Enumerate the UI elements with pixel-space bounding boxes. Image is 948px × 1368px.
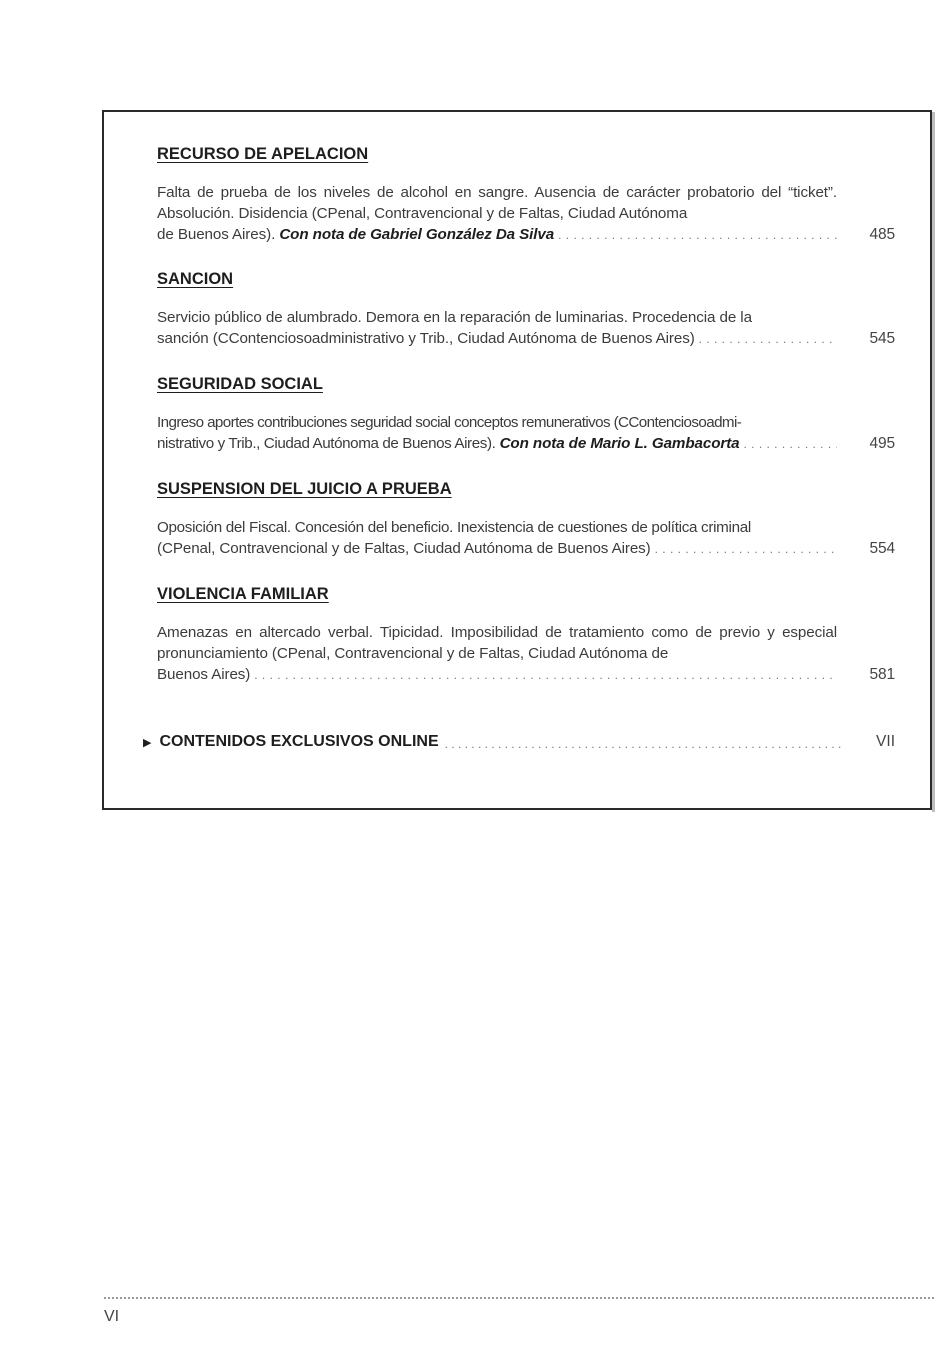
- index-entry[interactable]: [157, 518, 895, 560]
- entry-note: Con nota de Gabriel González Da Silva: [279, 225, 555, 243]
- entry-text: Ingreso aportes contribuciones seguridad social conceptos remunerativos (CContenciosoadmi-: [157, 414, 742, 431]
- section-heading: VIOLENCIA FAMILIAR: [157, 585, 329, 603]
- dot-leader: [699, 329, 837, 350]
- entry-last-line-text: (CPenal, Contravencional y de Faltas, Ciudad Autónoma de Buenos Aires): [157, 539, 651, 557]
- index-section: [157, 585, 895, 685]
- entry-page-number: 554: [869, 539, 895, 557]
- entry-page-number: 485: [869, 225, 895, 243]
- section-heading: SANCION: [157, 270, 234, 288]
- entry-last-line: [157, 665, 837, 686]
- entry-last-line: [157, 329, 837, 350]
- entry-page-number: 545: [869, 329, 895, 347]
- online-contents-link[interactable]: [143, 733, 895, 751]
- index-entry[interactable]: [157, 623, 895, 685]
- entry-last-line-text: nistrativo y Trib., Ciudad Autónoma de Buenos Aires).: [157, 434, 496, 452]
- index-entry[interactable]: [157, 183, 895, 245]
- frame-shadow: [932, 112, 935, 812]
- entry-text: Oposición del Fiscal. Concesión del beneficio. Inexistencia de cuestiones de política criminal: [157, 519, 751, 536]
- index-entry[interactable]: [157, 308, 895, 350]
- dot-leader: . . . . . . . . . . . . . . . . . . . . . . . . . . . . . . . . . . . . . . . . . . . . . . . . . . . . . . . . . . . .: [444, 737, 842, 751]
- entry-text: Amenazas en altercado verbal. Tipicidad. Imposibilidad de tratamiento como de previo y especial pronunciamiento (CPenal, Contravencional y de Faltas, Ciudad Autónoma de: [157, 624, 837, 662]
- entry-last-line-text: sanción (CContenciosoadministrativo y Trib., Ciudad Autónoma de Buenos Aires): [157, 329, 695, 347]
- section-heading: SEGURIDAD SOCIAL: [157, 375, 323, 393]
- index-entry[interactable]: [157, 413, 895, 455]
- entry-last-line: [157, 539, 837, 560]
- triangle-right-icon: ▶: [143, 737, 152, 749]
- section-heading: RECURSO DE APELACION: [157, 145, 369, 163]
- entry-last-line: [157, 225, 837, 246]
- footer-divider: [104, 1297, 934, 1299]
- entry-last-line: [157, 434, 837, 455]
- index-section: [157, 375, 895, 455]
- index-section: [157, 145, 895, 245]
- index-section: [157, 270, 895, 350]
- dot-leader: [558, 225, 837, 246]
- section-heading: SUSPENSION DEL JUICIO A PRUEBA: [157, 480, 452, 498]
- entry-page-number: 495: [869, 434, 895, 452]
- entry-last-line-text: Buenos Aires): [157, 665, 251, 683]
- online-contents-label: CONTENIDOS EXCLUSIVOS ONLINE: [159, 733, 439, 750]
- online-contents-page: VII: [876, 733, 895, 750]
- entry-last-line-text: de Buenos Aires).: [157, 225, 276, 243]
- dot-leader: [655, 539, 837, 560]
- entry-text: Servicio público de alumbrado. Demora en la reparación de luminarias. Procedencia de la: [157, 309, 752, 326]
- dot-leader: [744, 434, 838, 455]
- entry-note: Con nota de Mario L. Gambacorta: [499, 434, 740, 452]
- entry-page-number: 581: [869, 665, 895, 683]
- dot-leader: [254, 665, 837, 686]
- page-number: VI: [104, 1308, 120, 1325]
- entry-text: Falta de prueba de los niveles de alcohol en sangre. Ausencia de carácter probatorio del “ticket”. Absolución. Disidencia (CPenal, Contravencional y de Faltas, Ciudad Autónoma: [157, 184, 837, 222]
- index-section: [157, 480, 895, 560]
